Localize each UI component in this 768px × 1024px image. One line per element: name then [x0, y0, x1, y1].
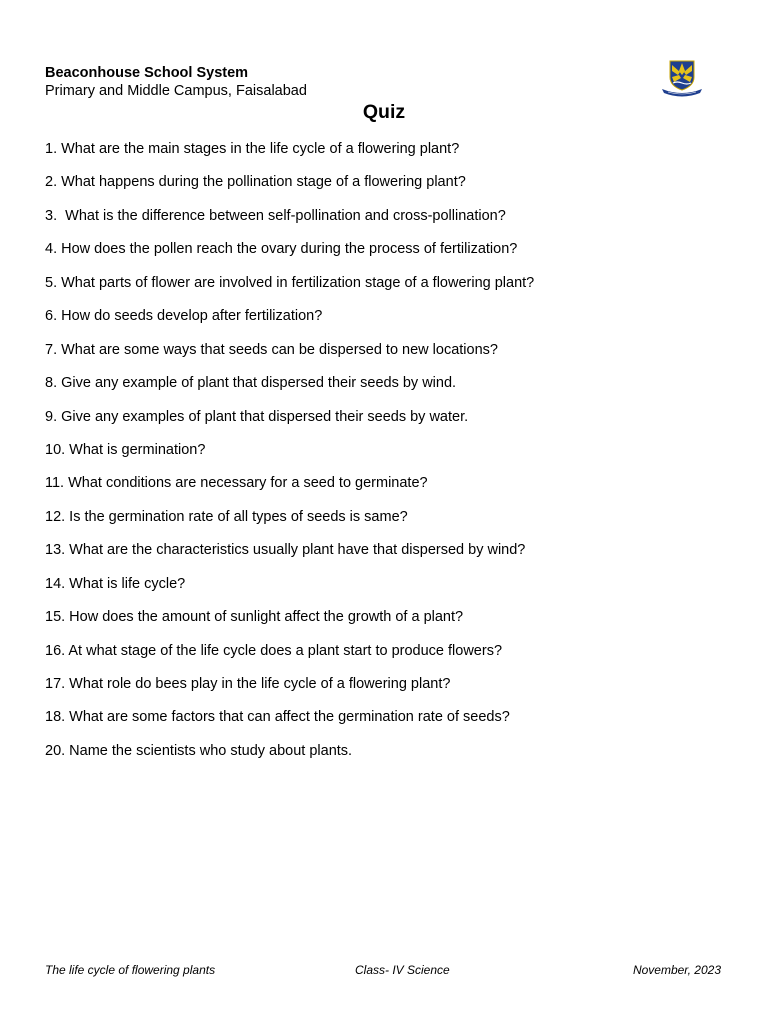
- question-item: 14. What is life cycle?: [45, 575, 186, 592]
- question-item: 18. What are some factors that can affect the germination rate of seeds?: [45, 709, 510, 726]
- question-item: 16. At what stage of the life cycle does a plant start to produce flowers?: [45, 642, 503, 659]
- question-item: 11. What conditions are necessary for a seed to germinate?: [45, 475, 428, 492]
- question-item: 15. How does the amount of sunlight affect the growth of a plant?: [45, 609, 464, 626]
- question-item: 6. How do seeds develop after fertilization?: [45, 308, 323, 325]
- footer-class: Class- IV Science: [355, 963, 450, 977]
- school-crest-icon: [660, 59, 704, 97]
- question-list: [45, 139, 735, 774]
- question-item: 20. Name the scientists who study about plants.: [45, 742, 353, 759]
- question-item: 10. What is germination?: [45, 441, 206, 458]
- question-item: 1. What are the main stages in the life cycle of a flowering plant?: [45, 141, 460, 157]
- footer-date: November, 2023: [632, 963, 721, 977]
- footer-topic: The life cycle of flowering plants: [45, 963, 216, 977]
- page-title: Quiz: [362, 101, 406, 123]
- question-item: 17. What role do bees play in the life cycle of a flowering plant?: [45, 676, 451, 692]
- question-item: 13. What are the characteristics usually plant have that dispersed by wind?: [45, 542, 526, 559]
- question-item: 12. Is the germination rate of all types of seeds is same?: [45, 508, 408, 525]
- question-item: 4. How does the pollen reach the ovary during the process of fertilization?: [45, 241, 518, 258]
- question-item: 2. What happens during the pollination stage of a flowering plant?: [45, 174, 466, 191]
- question-item: 3. What is the difference between self-pollination and cross-pollination?: [45, 207, 506, 224]
- question-item: 9. Give any examples of plant that dispersed their seeds by water.: [45, 408, 469, 425]
- question-item: 7. What are some ways that seeds can be dispersed to new locations?: [45, 341, 498, 358]
- campus-name: Primary and Middle Campus, Faisalabad: [45, 83, 307, 99]
- school-name: Beaconhouse School System: [45, 65, 249, 81]
- question-item: 8. Give any example of plant that dispersed their seeds by wind.: [45, 375, 457, 392]
- question-item: 5. What parts of flower are involved in fertilization stage of a flowering plant?: [45, 274, 535, 291]
